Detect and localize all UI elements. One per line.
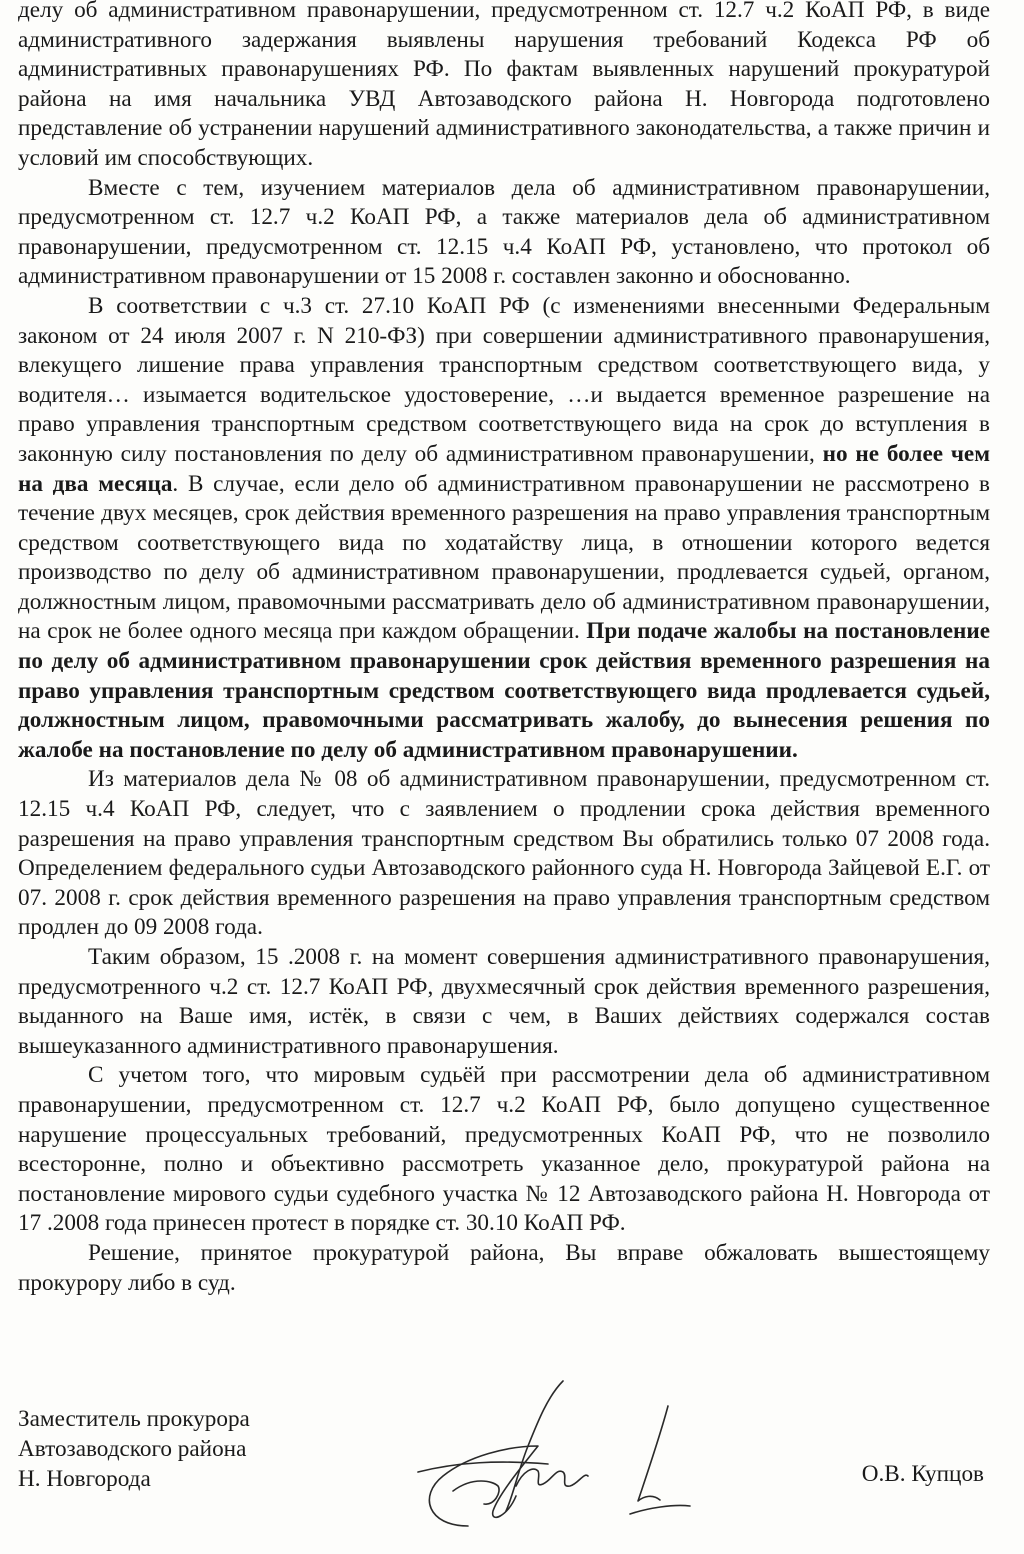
text-run: Таким образом, 15 .2008 г. на момент совершения административного правонарушения, предусмотренного ч.2 ст. 12.7 КоАП РФ, двухмесячный срок действия временного разрешения, выданного на Ваше имя, истёк, в связи с чем, в Ваших действиях содержался состав вышеуказанного административного правонарушения.	[18, 944, 990, 1059]
paragraph-5	[18, 943, 990, 1061]
signature-stroke-5	[638, 1406, 668, 1501]
signer-name: О.В. Купцов	[861, 1461, 984, 1487]
bold-text-run: При подаче жалобы на постановление по делу об административном правонарушении срок действия временного разрешения на право управления транспортным средством соответствующего вида продлевается судьей, должностным лицом, правомочными рассматривать жалобу, до вынесения решения по жалобе на постановление по делу об административном правонарушении.	[18, 618, 991, 763]
text-run: . В случае, если дело об административном правонарушении не рассмотрено в течение двух месяцев, срок действия временного разрешения на право управления транспортным средством соответствующего вида по ходатайству лица, в отношении которого ведется производство по делу об административном правонарушении, продлевается судьей, органом, должностным лицом, правомочными рассматривать дело об административном правонарушении, на срок не более одного месяца при каждом обращении.	[18, 470, 990, 645]
text-run: Вместе с тем, изучением материалов дела об административном правонарушении, предусмотренном ст. 12.7 ч.2 КоАП РФ, а также материалов дела об административном правонарушении, предусмотренном ст. 12.15 ч.4 КоАП РФ, установлено, что протокол об административном правонарушении от 15 2008 г. составлен законно и обоснованно.	[18, 174, 990, 290]
signer-position-line-1: Заместитель прокурора	[18, 1406, 250, 1432]
paragraph-3	[18, 292, 990, 766]
text-run: В соответствии с ч.3 ст. 27.10 КоАП РФ (с изменениями внесенными Федеральным законом от 24 июля 2007 г. N 210-ФЗ) при совершении административного правонарушения, влекущего лишение права управления транспортным средством соответствующего вида, у водителя… изымается водительское удостоверение, …и выдается временное разрешение на право управления транспортным средством соответствующего вида на срок до вступления в законную силу постановления по делу об административном правонарушении,	[18, 292, 990, 467]
paragraph-1	[18, 0, 990, 174]
text-run: С учетом того, что мировым судьёй при рассмотрении дела об административном правонарушении, предусмотренном ст. 12.7 ч.2 КоАП РФ, было допущено существенное нарушение процессуальных требований, предусмотренных КоАП РФ, что не позволило всесторонне, полно и объективно рассмотреть указанное дело, прокуратурой района на постановление мирового судьи судебного участка № 12 Автозаводского района Н. Новгорода от 17 .2008 года принесен протест в порядке ст. 30.10 КоАП РФ.	[18, 1062, 990, 1237]
paragraph-7	[18, 1239, 990, 1298]
signer-position-line-2: Автозаводского района	[18, 1436, 247, 1462]
text-run: Решение, принятое прокуратурой района, Вы вправе обжаловать вышестоящему прокурору либо в суд.	[18, 1239, 990, 1296]
paragraph-4	[18, 765, 990, 943]
signature-stroke-1	[429, 1446, 538, 1526]
signature-stroke-6	[630, 1505, 690, 1514]
bold-text-run: но не более чем на два месяца	[18, 440, 991, 497]
signer-position-line-3: Н. Новгорода	[18, 1466, 151, 1492]
signature-stroke-4	[516, 1469, 588, 1486]
signature-stroke-3	[453, 1481, 499, 1504]
handwritten-signature	[398, 1376, 698, 1554]
text-run: делу об административном правонарушении, предусмотренном ст. 12.7 ч.2 КоАП РФ, в виде административного задержания выявлены нарушения требований Кодекса РФ об административных правонарушениях РФ. По фактам выявленных нарушений прокуратурой района на имя начальника УВД Автозаводского района Н. Новгорода подготовлено представление об устранении нарушений административного законодательства, а также причин и условий им способствующих.	[18, 0, 990, 171]
signer-position	[18, 1404, 250, 1494]
text-run: Из материалов дела № 08 об административном правонарушении, предусмотренном ст. 12.15 ч.4 КоАП РФ, следует, что с заявлением о продлении срока действия временного разрешения на право управления транспортным средством Вы обратились только 07 2008 года. Определением федерального судьи Автозаводского районного суда Н. Новгорода Зайцевой Е.Г. от 07. 2008 г. срок действия временного разрешения на право управления транспортным средством продлен до 09 2008 года.	[18, 766, 990, 941]
document-body	[18, 0, 990, 1298]
paragraph-2	[18, 174, 990, 292]
paragraph-6	[18, 1061, 990, 1239]
